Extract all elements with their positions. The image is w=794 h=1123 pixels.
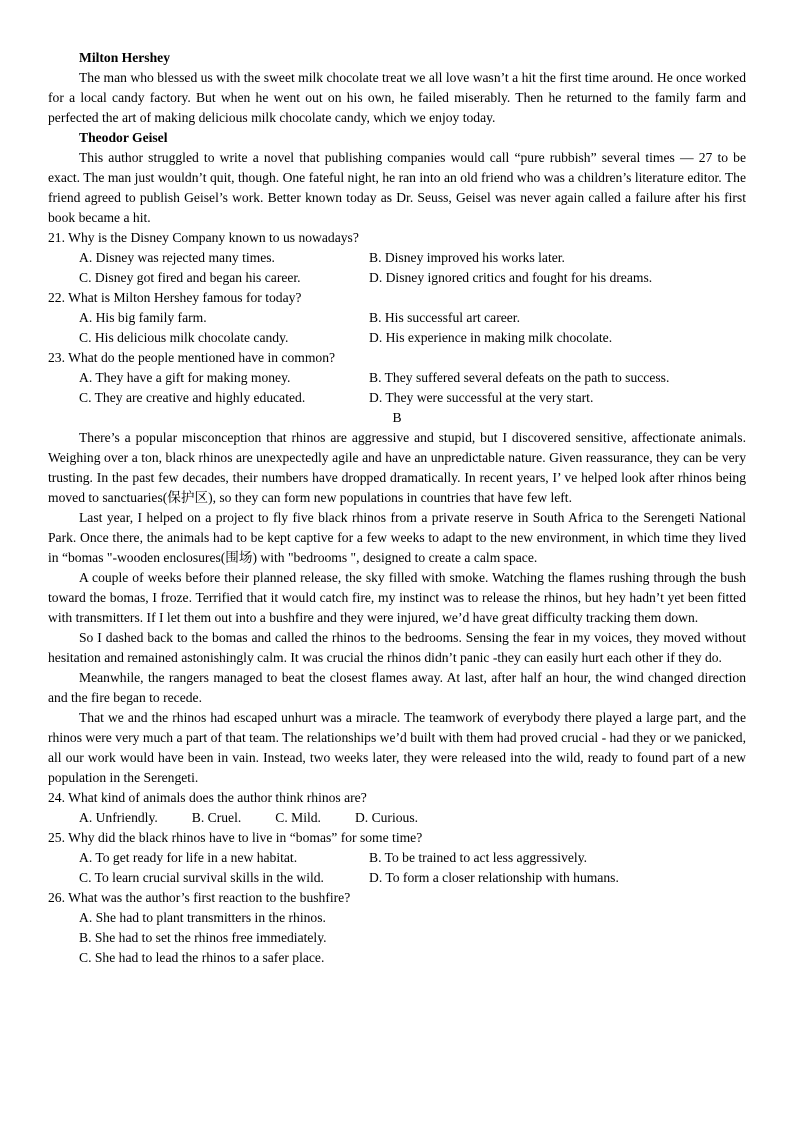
option-d: D. They were successful at the very start. <box>369 390 594 405</box>
question-22 <box>48 288 746 348</box>
question-24 <box>48 788 746 828</box>
option-d: D. To form a closer relationship with humans. <box>369 870 619 885</box>
option-b: B. Disney improved his works later. <box>369 250 565 265</box>
document-page <box>48 48 746 968</box>
option-a: A. They have a gift for making money. <box>79 370 291 385</box>
option-a: A. To get ready for life in a new habitat. <box>79 850 298 865</box>
hershey-paragraph: The man who blessed us with the sweet milk chocolate treat we all love wasn’t a hit the first time around. He once worked for a local candy factory. But when he went out on his own, he failed miserably. Then he returned to the family farm and perfected the art of making delicious milk chocolate candy, which we enjoy today. <box>48 70 746 125</box>
option-c: C. They are creative and highly educated. <box>79 390 306 405</box>
option-c: C. She had to lead the rhinos to a safer place. <box>79 950 325 965</box>
question-stem: 21. Why is the Disney Company known to us nowadays? <box>48 230 359 245</box>
option-a: A. She had to plant transmitters in the rhinos. <box>79 910 326 925</box>
geisel-heading: Theodor Geisel <box>79 130 168 145</box>
question-25 <box>48 828 746 888</box>
option-b: B. Cruel. <box>191 810 242 825</box>
option-a: A. Disney was rejected many times. <box>79 250 275 265</box>
option-c: C. His delicious milk chocolate candy. <box>79 330 289 345</box>
question-stem: 24. What kind of animals does the author think rhinos are? <box>48 790 367 805</box>
question-stem: 22. What is Milton Hershey famous for today? <box>48 290 302 305</box>
passage-paragraph: Meanwhile, the rangers managed to beat the closest flames away. At last, after half an hour, the wind changed direction and the fire began to recede. <box>48 670 746 705</box>
hershey-heading: Milton Hershey <box>79 50 170 65</box>
passage-paragraph: There’s a popular misconception that rhinos are aggressive and stupid, but I discovered sensitive, affectionate animals. Weighing over a ton, black rhinos are unexpectedly agile and have an unpredictable nature. Given reassurance, they can be very trusting. In the past few decades, their numbers have dropped dramatically. In recent years, I’ ve helped look after rhinos being moved to sanctuaries(保护区), so they can form new populations in countries that have few left. <box>48 430 746 505</box>
option-a: A. Unfriendly. <box>79 810 158 825</box>
option-c: C. Mild. <box>275 810 321 825</box>
question-23 <box>48 348 746 408</box>
passage-paragraph: Last year, I helped on a project to fly five black rhinos from a private reserve in South Africa to the Serengeti National Park. Once there, the animals had to be kept captive for a few weeks to adapt to the new environment, in which time they lived in “bomas "-wooden enclosures(围场) with "bedrooms ", designed to create a calm space. <box>48 510 746 565</box>
passage-paragraph: That we and the rhinos had escaped unhurt was a miracle. The teamwork of everybody there played a large part, and the rhinos were very much a part of that team. The relationships we’d built with them had proved crucial - had they or we panicked, all our work would have been in vain. Instead, two weeks later, they were released into the wild, ready to found part of a new population in the Serengeti. <box>48 710 746 785</box>
option-c: C. To learn crucial survival skills in the wild. <box>79 870 324 885</box>
option-c: C. Disney got fired and began his career. <box>79 270 301 285</box>
option-b: B. They suffered several defeats on the path to success. <box>369 370 670 385</box>
option-d: D. Disney ignored critics and fought for his dreams. <box>369 270 653 285</box>
question-21 <box>48 228 746 288</box>
passage-paragraph: So I dashed back to the bomas and called the rhinos to the bedrooms. Sensing the fear in my voices, they moved without hesitation and remained astonishingly calm. It was crucial the rhinos didn’t panic -they can easily hurt each other if they do. <box>48 630 746 665</box>
option-d: D. His experience in making milk chocolate. <box>369 330 613 345</box>
option-b: B. She had to set the rhinos free immediately. <box>79 930 327 945</box>
option-d: D. Curious. <box>354 810 419 825</box>
question-26 <box>48 888 746 968</box>
section-b-label: B <box>392 410 402 425</box>
passage-paragraph: A couple of weeks before their planned release, the sky filled with smoke. Watching the flames rushing through the bush toward the bomas, I froze. Terrified that it would catch fire, my instinct was to release the rhinos, but hey hadn’t yet been fitted with transmitters. If I let them out into a bushfire and they were injured, we’d have great difficulty tracking them down. <box>48 570 746 625</box>
question-stem: 23. What do the people mentioned have in common? <box>48 350 336 365</box>
question-stem: 26. What was the author’s first reaction to the bushfire? <box>48 890 351 905</box>
question-stem: 25. Why did the black rhinos have to live in “bomas” for some time? <box>48 830 423 845</box>
option-b: B. To be trained to act less aggressively. <box>369 850 588 865</box>
geisel-paragraph: This author struggled to write a novel that publishing companies would call “pure rubbish” several times — 27 to be exact. The man just wouldn’t quit, though. One fateful night, he ran into an old friend who was a children’s literature editor. The friend agreed to publish Geisel’s work. Better known today as Dr. Seuss, Geisel was never again called a failure after his first book became a hit. <box>48 150 746 225</box>
option-a: A. His big family farm. <box>79 310 207 325</box>
option-b: B. His successful art career. <box>369 310 520 325</box>
